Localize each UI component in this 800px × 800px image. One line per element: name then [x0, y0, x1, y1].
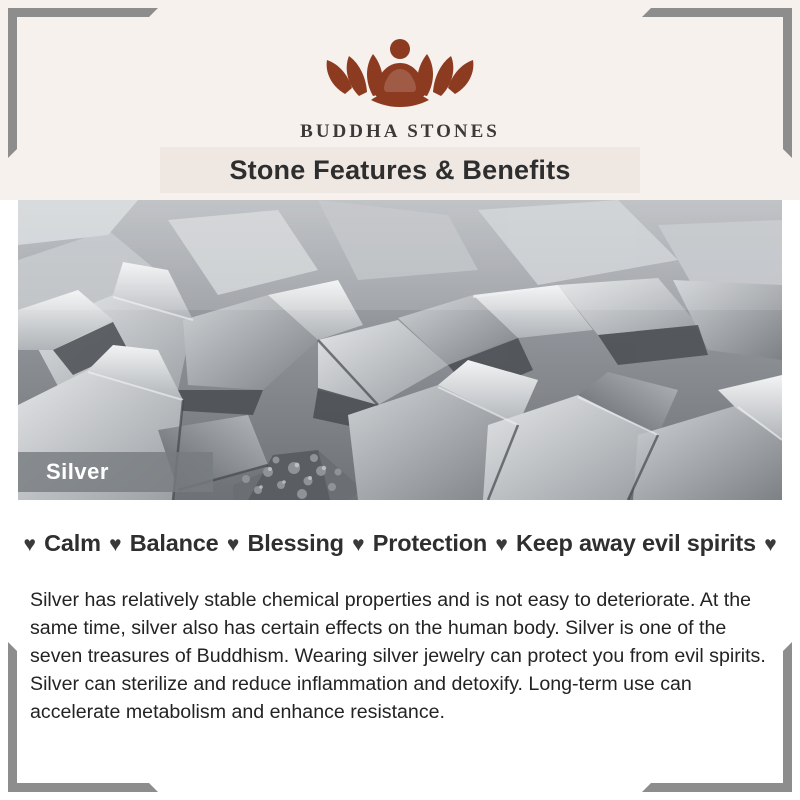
title-band: [160, 147, 640, 193]
benefit-item-1: Balance: [129, 530, 219, 556]
corner-frame-top-left-horizontal: [8, 8, 158, 17]
heart-icon-5: ♥: [764, 533, 777, 556]
brand-logo: [0, 22, 800, 143]
benefit-item-0: Calm: [44, 530, 101, 556]
corner-frame-top-right-horizontal: [642, 8, 792, 17]
corner-frame-bottom-right-horizontal: [642, 783, 792, 792]
heart-icon-2: ♥: [226, 533, 240, 556]
stone-name-label: Silver: [46, 459, 109, 484]
heart-icon-0: ♥: [23, 533, 36, 556]
benefits-line: [0, 530, 800, 557]
hero-image: [18, 200, 782, 500]
corner-frame-top-left-vertical: [8, 8, 17, 158]
heart-icon-4: ♥: [495, 533, 508, 556]
poster-header: [0, 0, 800, 200]
corner-frame-bottom-left-horizontal: [8, 783, 158, 792]
corner-frame-bottom-right-vertical: [783, 642, 792, 792]
benefit-item-4: Keep away evil spirits: [515, 530, 756, 556]
benefit-item-3: Protection: [372, 530, 488, 556]
heart-icon-3: ♥: [352, 533, 365, 556]
heart-icon-1: ♥: [109, 533, 122, 556]
brand-name: BUDDHA STONES: [300, 121, 500, 142]
corner-frame-bottom-left-vertical: [8, 642, 17, 792]
corner-frame-top-right-vertical: [783, 8, 792, 158]
benefit-item-2: Blessing: [247, 530, 344, 556]
lotus-meditation-icon: [0, 22, 800, 119]
stone-name-badge: [18, 452, 213, 492]
page-title: Stone Features & Benefits: [229, 154, 571, 185]
description-text: Silver has relatively stable chemical properties and is not easy to deteriorate. At the same time, silver also has certain effects on the human body. Silver is one of the seven treasures of Buddhism. Wearing silver jewelry can protect you from evil spirits. Silver can sterilize and reduce inflammation and detoxify. Long-term use can accelerate metabolism and enhance resistance.: [30, 589, 766, 723]
